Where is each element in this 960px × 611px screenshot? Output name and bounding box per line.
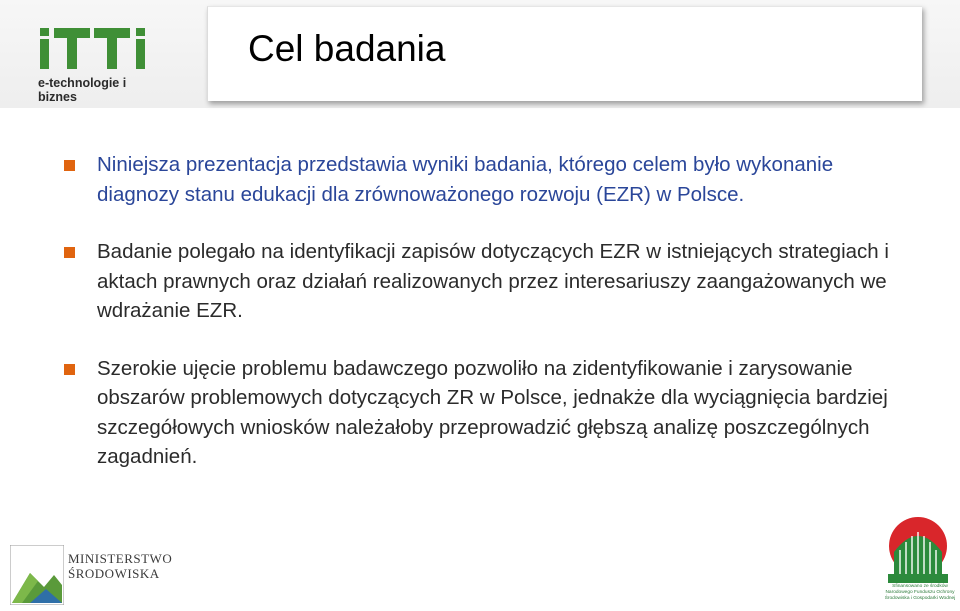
bullet-square-icon <box>64 364 75 375</box>
bullet-text: Badanie polegało na identyfikacji zapisów dotyczących EZR w istniejących strategiach i aktach prawnych oraz działań realizowanych przez interesariuszy zaangażowanych we wdrażanie EZR. <box>97 240 889 322</box>
fund-emblem-icon <box>880 516 956 584</box>
company-logo <box>38 24 168 104</box>
bullet-square-icon <box>64 247 75 258</box>
bullet-text: Niniejsza prezentacja przedstawia wyniki badania, którego celem było wykonanie diagnozy stanu edukacji dla zrównoważonego rozwoju (EZR) w Polsce. <box>97 153 834 206</box>
ministry-emblem-icon <box>10 545 64 605</box>
ministry-logo <box>10 545 210 607</box>
bullet-item <box>64 237 914 326</box>
logo-tagline: e-technologie i biznes <box>38 76 127 104</box>
page-title: Cel badania <box>248 28 446 69</box>
itti-logo-icon <box>38 24 168 74</box>
nfosigw-logo <box>880 516 956 610</box>
bullet-item <box>64 150 914 209</box>
bullet-square-icon <box>64 160 75 171</box>
ministry-name <box>68 551 172 581</box>
ministry-name-line2: ŚRODOWISKA <box>68 566 160 581</box>
bullet-list <box>64 150 914 500</box>
bullet-item <box>64 354 914 472</box>
ministry-name-line1: MINISTERSTWO <box>68 551 173 566</box>
bullet-text: Szerokie ujęcie problemu badawczego pozwoliło na zidentyfikowanie i zarysowanie obszarów problemowych dotyczących ZR w Polsce, jednakże dla wyciągnięcia bardziej szczegółowych wniosków należałoby przeprowadzić głębszą analizę poszczególnych zagadnień. <box>97 356 888 468</box>
fund-caption: Sfinansowano ze środków Narodowego Funduszu Ochrony Środowiska i Gospodarki Wodnej <box>884 584 956 601</box>
